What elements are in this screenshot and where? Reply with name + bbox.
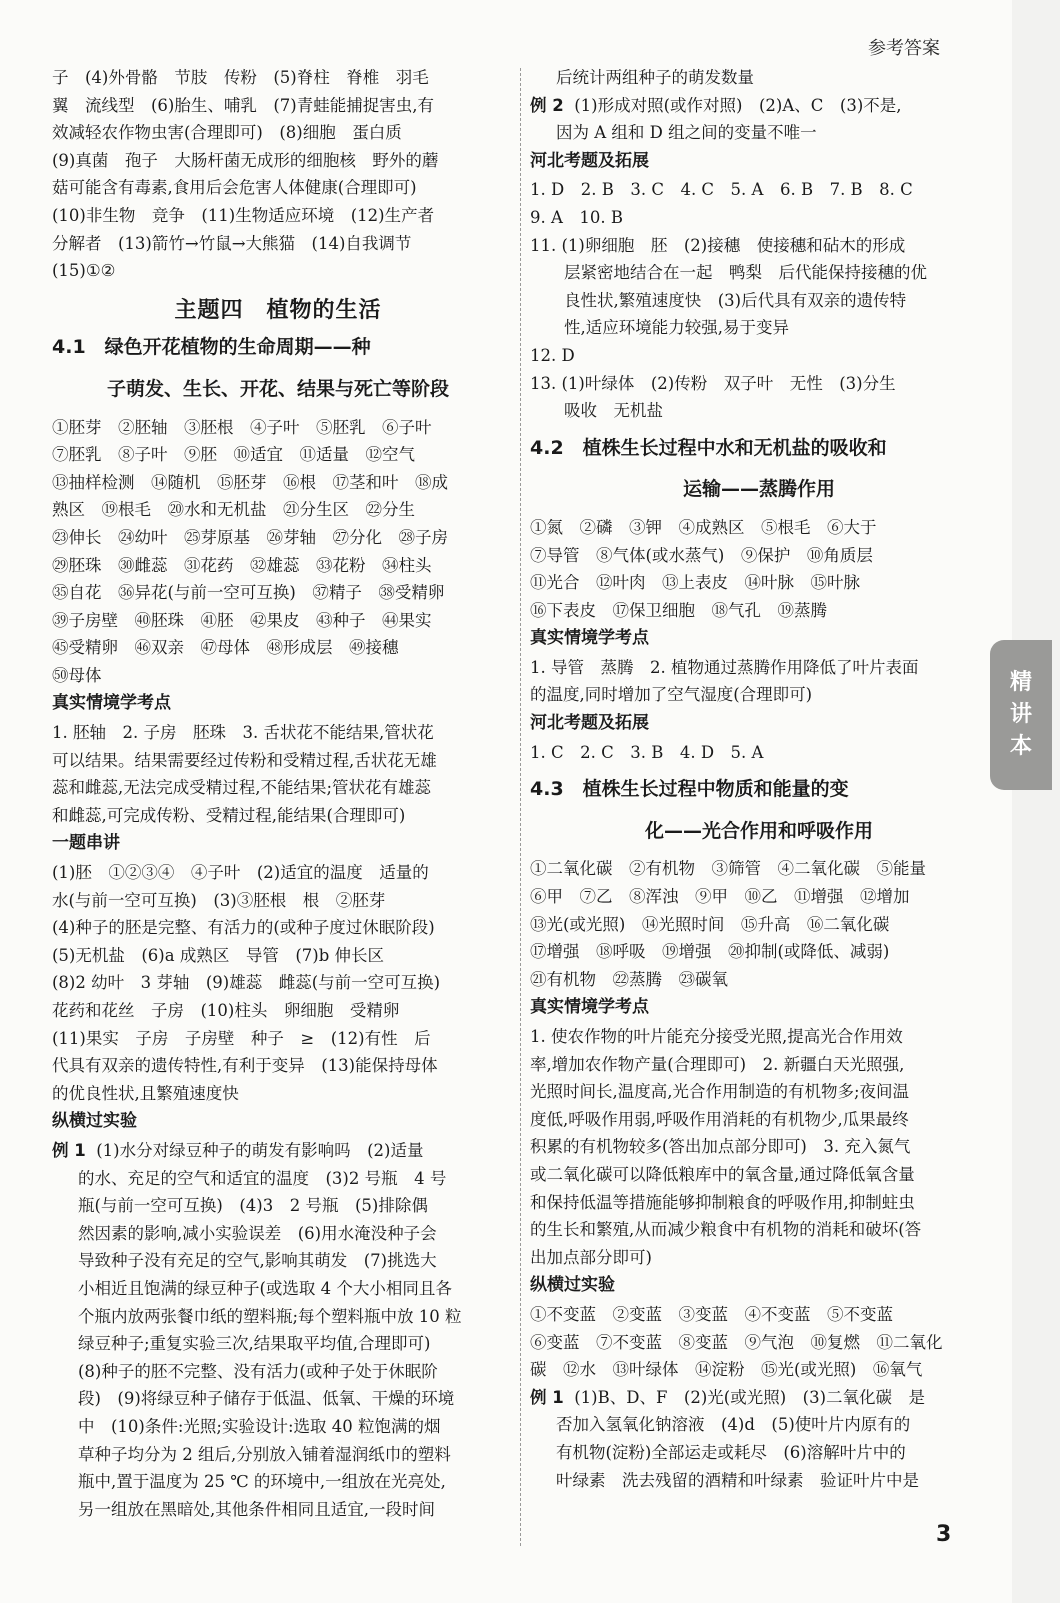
left-column <box>52 64 504 1523</box>
example-first-line <box>530 92 988 120</box>
text-line: 1. 使农作物的叶片能充分接受光照,提高光合作用效 <box>530 1027 903 1046</box>
example-1 <box>52 1137 504 1523</box>
side-tab-char: 本 <box>1009 734 1032 759</box>
text-line: 否加入氢氧化钠溶液 (4)d (5)使叶片内原有的 <box>556 1415 911 1435</box>
text-line: 叶绿素 洗去残留的酒精和叶绿素 验证叶片中是 <box>556 1470 919 1490</box>
text-line: 瓶中,置于温度为 25 ℃ 的环境中,一组放在光亮处, <box>78 1472 446 1492</box>
text-line: 9. A 10. B <box>530 207 624 227</box>
text-line: 1. C 2. C 3. B 4. D 5. A <box>530 742 764 762</box>
text-line: 或二氧化碳可以降低粮库中的氧含量,通过降低氧含量 <box>530 1164 915 1184</box>
text-line: (1)形成对照(或作对照) (2)A、C (3)不是, <box>574 95 902 115</box>
text-line: ㊿母体 <box>52 665 102 685</box>
text-line: 度低,呼吸作用弱,呼吸作用消耗的有机物少,瓜果最终 <box>530 1109 909 1129</box>
text-line: (1)B、D、F (2)光(或光照) (3)二氧化碳 是 <box>574 1387 926 1407</box>
text-line: 层紧密地结合在一起 鸭梨 后代能保持接穗的优 <box>564 263 927 283</box>
text-line: 效减轻农作物虫害(合理即可) (8)细胞 蛋白质 <box>52 123 402 143</box>
column-divider <box>520 68 521 1546</box>
section-4-2-title: 4.2 植株生长过程中水和无机盐的吸收和 <box>530 436 887 459</box>
real-situation-heading: 真实情境学考点 <box>530 628 649 649</box>
text-line: ①二氧化碳 ②有机物 ③筛管 ④二氧化碳 ⑤能量 <box>530 859 926 879</box>
text-line: (10)非生物 竞争 (11)生物适应环境 (12)生产者 <box>52 205 435 225</box>
text-line: 的温度,同时增加了空气湿度(合理即可) <box>530 685 813 705</box>
text-line: ⑥变蓝 ⑦不变蓝 ⑧变蓝 ⑨气泡 ⑩复燃 ⑪二氧化 <box>530 1332 943 1352</box>
section-4-3-title: 4.3 植株生长过程中物质和能量的变 <box>530 778 849 801</box>
text-line: (8)2 幼叶 3 芽轴 (9)雄蕊 雌蕊(与前一空可互换) <box>52 973 441 993</box>
text-line: 和雌蕊,可完成传粉、受精过程,能结果(合理即可) <box>52 805 406 825</box>
text-line: (15)①② <box>52 261 116 281</box>
text-line: 碳 ⑫水 ⑬叶绿体 ⑭淀粉 ⑮光(或光照) ⑯氧气 <box>530 1360 923 1380</box>
text-line: (1)叶绿体 (2)传粉 双子叶 无性 (3)分生 <box>561 373 896 393</box>
question-13 <box>530 370 988 425</box>
text-line: ㊺受精卵 ㊻双亲 ㊼母体 ㊽形成层 ㊾接穗 <box>52 638 399 658</box>
text-line: 代具有双亲的遗传特性,有利于变异 (13)能保持母体 <box>52 1056 438 1076</box>
blanks-4-3 <box>530 855 988 993</box>
right-column <box>530 64 988 1494</box>
example-label: 例 2 <box>530 95 564 115</box>
question-first-line <box>530 370 988 398</box>
side-tab-char: 讲 <box>1009 702 1032 727</box>
text-line: 率,增加农作物产量(合理即可) 2. 新疆白天光照强, <box>530 1054 905 1074</box>
text-line: 可以结果。结果需要经过传粉和受精过程,舌状花无雄 <box>52 750 437 770</box>
text-line: 蕊和雌蕊,无法完成受精过程,不能结果;管状花有雄蕊 <box>52 778 432 798</box>
side-tab-char: 精 <box>1009 670 1032 695</box>
text-line: ⑰增强 ⑱呼吸 ⑲增强 ⑳抑制(或降低、减弱) <box>530 942 890 962</box>
text-line: ⑦导管 ⑧气体(或水蒸气) ⑨保护 ⑩角质层 <box>530 545 873 565</box>
text-line: (1)水分对绿豆种子的萌发有影响吗 (2)适量 <box>96 1140 424 1160</box>
text-line: 瓶(与前一空可互换) (4)3 2 号瓶 (5)排除偶 <box>78 1196 428 1216</box>
text-line: 翼 流线型 (6)胎生、哺乳 (7)青蛙能捕捉害虫,有 <box>52 95 434 115</box>
text-line: 水(与前一空可互换) (3)③胚根 根 ②胚芽 <box>52 890 386 910</box>
text-line: 因为 A 组和 D 组之间的变量不唯一 <box>556 123 817 143</box>
experiment-heading: 纵横过实验 <box>52 1111 137 1132</box>
text-line: 另一组放在黑暗处,其他条件相同且适宜,一段时间 <box>78 1499 435 1519</box>
text-line: ①不变蓝 ②变蓝 ③变蓝 ④不变蓝 ⑤不变蓝 <box>530 1304 893 1324</box>
text-line: ①胚芽 ②胚轴 ③胚根 ④子叶 ⑤胚乳 ⑥子叶 <box>52 417 432 437</box>
text-line: 绿豆种子;重复实验三次,结果取平均值,合理即可) <box>78 1334 431 1354</box>
text-line: (4)种子的胚是完整、有活力的(或种子度过休眠阶段) <box>52 918 435 938</box>
text-line: 出加点部分即可) <box>530 1247 652 1267</box>
text-line: 菇可能含有毒素,食用后会危害人体健康(合理即可) <box>52 178 417 198</box>
example-1 <box>530 1384 988 1494</box>
blanks-4-1 <box>52 414 504 690</box>
text-line: (5)无机盐 (6)a 成熟区 导管 (7)b 伸长区 <box>52 945 385 965</box>
theme-title: 主题四 植物的生活 <box>174 297 382 323</box>
text-line: 1. D 2. B 3. C 4. C 5. A 6. B 7. B 8. C <box>530 180 913 200</box>
question-first-line <box>530 232 988 260</box>
question-12: 12. D <box>530 345 575 365</box>
text-line: ⑬抽样检测 ⑭随机 ⑮胚芽 ⑯根 ⑰茎和叶 ⑱成 <box>52 472 448 492</box>
text-line: (1)卵细胞 胚 (2)接穗 使接穗和砧木的形成 <box>561 235 906 255</box>
continued-answers <box>52 64 504 285</box>
text-line: ⑪光合 ⑫叶肉 ⑬上表皮 ⑭叶脉 ⑮叶脉 <box>530 573 860 593</box>
text-line: 草种子均分为 2 组后,分别放入铺着湿润纸巾的塑料 <box>78 1444 451 1464</box>
series-heading: 一题串讲 <box>52 833 120 854</box>
section-4-3-title-cont: 化——光合作用和呼吸作用 <box>644 819 873 842</box>
text-line: 和保持低温等措施能够抑制粮食的呼吸作用,抑制蛀虫 <box>530 1192 915 1212</box>
example-label: 例 1 <box>52 1140 86 1160</box>
question-number: 13. <box>530 373 557 393</box>
header-label: 参考答案 <box>868 38 940 59</box>
text-line: ㉙胚珠 ㉚雌蕊 ㉛花药 ㉜雄蕊 ㉝花粉 ㉞柱头 <box>52 555 432 575</box>
text-line: ㉟自花 ㊱异花(与前一空可互换) ㊲精子 ㊳受精卵 <box>52 583 445 603</box>
text-line: ⑯下表皮 ⑰保卫细胞 ⑱气孔 ⑲蒸腾 <box>530 600 827 620</box>
text-line: ⑦胚乳 ⑧子叶 ⑨胚 ⑩适宜 ⑪适量 ⑫空气 <box>52 445 415 465</box>
section-4-1-title: 4.1 绿色开花植物的生命周期——种 <box>52 336 371 359</box>
section-4-1-title-cont: 子萌发、生长、开花、结果与死亡等阶段 <box>106 377 449 400</box>
text-line: ㉑有机物 ㉒蒸腾 ㉓碳氧 <box>530 969 728 989</box>
example-2 <box>530 92 988 147</box>
example-first-line <box>530 1384 988 1412</box>
text-line: 个瓶内放两张餐巾纸的塑料瓶;每个塑料瓶中放 10 粒 <box>78 1306 462 1326</box>
real-situation-heading: 真实情境学考点 <box>530 997 649 1018</box>
text-line: 积累的有机物较多(答出加点部分即可) 3. 充入氮气 <box>530 1137 911 1157</box>
text-line: ⑬光(或光照) ⑭光照时间 ⑮升高 ⑯二氧化碳 <box>530 914 890 934</box>
text-line: (11)果实 子房 子房壁 种子 ≥ (12)有性 后 <box>52 1028 431 1048</box>
text-line: 中 (10)条件:光照;实验设计:选取 40 粒饱满的烟 <box>78 1416 441 1436</box>
question-11 <box>530 232 988 342</box>
text-line: 后统计两组种子的萌发数量 <box>556 68 754 87</box>
text-line: 然因素的影响,减小实验误差 (6)用水淹没种子会 <box>78 1223 437 1243</box>
text-line: 1. 导管 蒸腾 2. 植物通过蒸腾作用降低了叶片表面 <box>530 657 919 677</box>
side-tab <box>990 640 1052 790</box>
text-line: 性,适应环境能力较强,易于变异 <box>564 318 789 338</box>
series-answers <box>52 859 504 1107</box>
page-number: 3 <box>936 1522 952 1547</box>
text-line: (9)真菌 孢子 大肠杆菌无成形的细胞核 野外的蘑 <box>52 150 439 170</box>
real-situation-heading: 真实情境学考点 <box>52 693 171 714</box>
example-label: 例 1 <box>530 1387 564 1407</box>
text-line: 1. 胚轴 2. 子房 胚珠 3. 舌状花不能结果,管状花 <box>52 723 434 743</box>
blanks-4-2 <box>530 514 988 624</box>
text-line: ㉓伸长 ㉔幼叶 ㉕芽原基 ㉖芽轴 ㉗分化 ㉘子房 <box>52 527 448 547</box>
text-line: 子 (4)外骨骼 节肢 传粉 (5)脊柱 脊椎 羽毛 <box>52 68 429 87</box>
hebei-heading: 河北考题及拓展 <box>530 713 649 734</box>
section-4-2-title-cont: 运输——蒸腾作用 <box>682 478 835 501</box>
text-line: 吸收 无机盐 <box>564 401 663 421</box>
text-line: 的优良性状,且繁殖速度快 <box>52 1083 239 1103</box>
text-line: ⑥甲 ⑦乙 ⑧浑浊 ⑨甲 ⑩乙 ⑪增强 ⑫增加 <box>530 887 910 907</box>
text-line: 的生长和繁殖,从而减少粮食中有机物的消耗和破坏(答 <box>530 1220 922 1240</box>
example-first-line <box>52 1137 504 1165</box>
text-line: (1)胚 ①②③④ ④子叶 (2)适宜的温度 适量的 <box>52 863 429 883</box>
real-situation-answers <box>52 719 504 829</box>
text-line: 导致种子没有充足的空气,影响其萌发 (7)挑选大 <box>78 1251 437 1271</box>
text-line: 分解者 (13)箭竹→竹鼠→大熊猫 (14)自我调节 <box>52 233 412 253</box>
text-line: 良性状,繁殖速度快 (3)后代具有双亲的遗传特 <box>564 290 907 310</box>
text-line: 光照时间长,温度高,光合作用制造的有机物多;夜间温 <box>530 1082 910 1102</box>
hebei-heading: 河北考题及拓展 <box>530 150 649 171</box>
question-number: 11. <box>530 235 557 255</box>
text-line: 花药和花丝 子房 (10)柱头 卵细胞 受精卵 <box>52 1001 400 1020</box>
experiment-heading: 纵横过实验 <box>530 1275 615 1296</box>
text-line: ㊴子房壁 ㊵胚珠 ㊶胚 ㊷果皮 ㊸种子 ㊹果实 <box>52 610 432 630</box>
text-line: ①氮 ②磷 ③钾 ④成熟区 ⑤根毛 ⑥大于 <box>530 517 877 537</box>
text-line: 小相近且饱满的绿豆种子(或选取 4 个大小相同且各 <box>78 1278 452 1298</box>
real-situation-answers <box>530 1023 988 1271</box>
text-line: 有机物(淀粉)全部运走或耗尽 (6)溶解叶片中的 <box>556 1442 906 1462</box>
text-line: (8)种子的胚不完整、没有活力(或种子处于休眠阶 <box>78 1361 438 1381</box>
text-line: 熟区 ⑲根毛 ⑳水和无机盐 ㉑分生区 ㉒分生 <box>52 500 415 520</box>
text-line: 的水、充足的空气和适宜的温度 (3)2 号瓶 4 号 <box>78 1168 447 1188</box>
text-line: 段) (9)将绿豆种子储存于低温、低氧、干燥的环境 <box>78 1389 455 1409</box>
